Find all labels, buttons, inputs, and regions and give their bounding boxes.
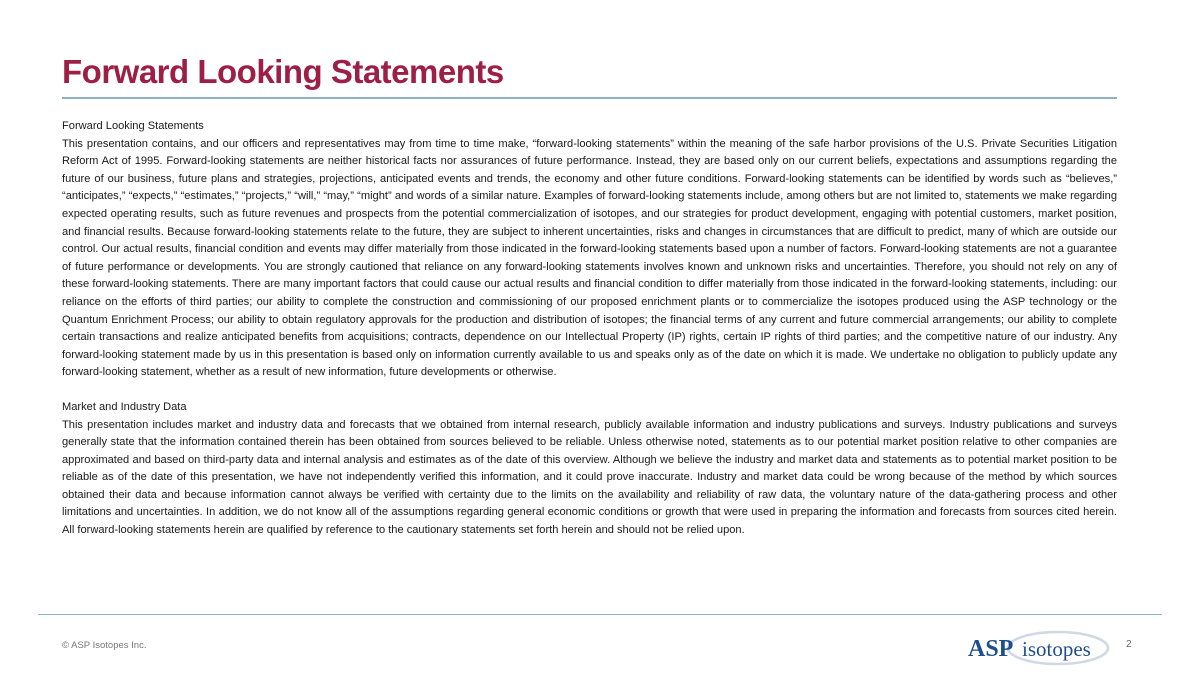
page-number: 2: [1126, 639, 1132, 650]
section-heading-market-data: Market and Industry Data: [62, 400, 187, 413]
section-spacer: [62, 382, 1117, 399]
footer-divider: [38, 614, 1162, 615]
section-heading-forward-looking: Forward Looking Statements: [62, 120, 204, 132]
section-body-forward-looking: This presentation contains, and our officers and representatives may from time to time make, “forward-looking statements” within the meaning of the safe harbor provisions of the U.S. Private Securities Litigation Reform Act of 1995. Forward-looking statements are neither historical facts nor assurances of future performance. Instead, they are based only on our current beliefs, expectations and assumptions regarding the future of our business, future plans and strategies, projections, anticipated events and trends, the economy and other future conditions. Forward-looking statements can be identified by words such as “believes,” “anticipates,” “expects,” “estimates,” “projects,” “will,” “may,” “might” and words of a similar nature. Examples of forward-looking statements include, among others but are not limited to, statements we make regarding expected operating results, such as future revenues and prospects from the potential commercialization of isotopes, and our strategies for product development, engaging with potential customers, market position, and financial results. Because forward-looking statements relate to the future, they are subject to inherent uncertainties, risks and changes in circumstances that are difficult to predict, many of which are outside our control. Our actual results, financial condition and events may differ materially from those indicated in the forward-looking statements based upon a number of factors. Forward-looking statements are not a guarantee of future performance or developments. You are strongly cautioned that reliance on any forward-looking statements involves known and unknown risks and uncertainties. Therefore, you should not rely on any of these forward-looking statements. There are many important factors that could cause our actual results and financial condition to differ materially from those indicated in the forward-looking statements, including: our reliance on the efforts of third parties; our ability to complete the construction and commissioning of our proposed enrichment plants or to commercialize the isotopes produced using the ASP technology or the Quantum Enrichment Process; our ability to obtain regulatory approvals for the production and distribution of isotopes; the financial terms of any current and future commercial arrangements; our ability to complete certain transactions and realize anticipated benefits from acquisitions; contracts, dependence on our Intellectual Property (IP) rights, certain IP rights of third parties; and the competitive nature of our industry. Any forward-looking statement made by us in this presentation is based only on information currently available to us and speaks only as of the date on which it is made. We undertake no obligation to publicly update any forward-looking statement, whether as a result of new information, future developments or otherwise.: [62, 137, 1117, 379]
slide-content: [62, 118, 1117, 540]
logo-word-isotopes: isotopes: [1022, 637, 1091, 661]
title-divider: [62, 97, 1117, 99]
section-body-market-data: This presentation includes market and industry data and forecasts that we obtained from internal research, publicly available information and industry publications and surveys. Industry publications and surveys generally state that the information contained therein has been obtained from sources believed to be reliable. Unless otherwise noted, statements as to our potential market position relative to other companies are approximated and based on third-party data and internal analysis and estimates as of the date of this overview. Although we believe the industry and market data and statements as to potential market position to be reliable as of the date of this presentation, we have not independently verified this information, and it could prove inaccurate. Industry and market data could be wrong because of the method by which sources obtained their data and because information cannot always be verified with certainty due to the limits on the availability and reliability of raw data, the voluntary nature of the data-gathering process and other limitations and uncertainties. In addition, we do not know all of the assumptions regarding general economic conditions or growth that were used in preparing the information and forecasts from sources cited herein. All forward-looking statements herein are qualified by reference to the cautionary statements set forth herein and should not be relied upon.: [62, 418, 1117, 537]
company-logo: [966, 626, 1110, 670]
logo-word-asp: ASP: [968, 636, 1014, 662]
copyright-text: © ASP Isotopes Inc.: [62, 640, 147, 651]
page-title: Forward Looking Statements: [62, 53, 504, 90]
